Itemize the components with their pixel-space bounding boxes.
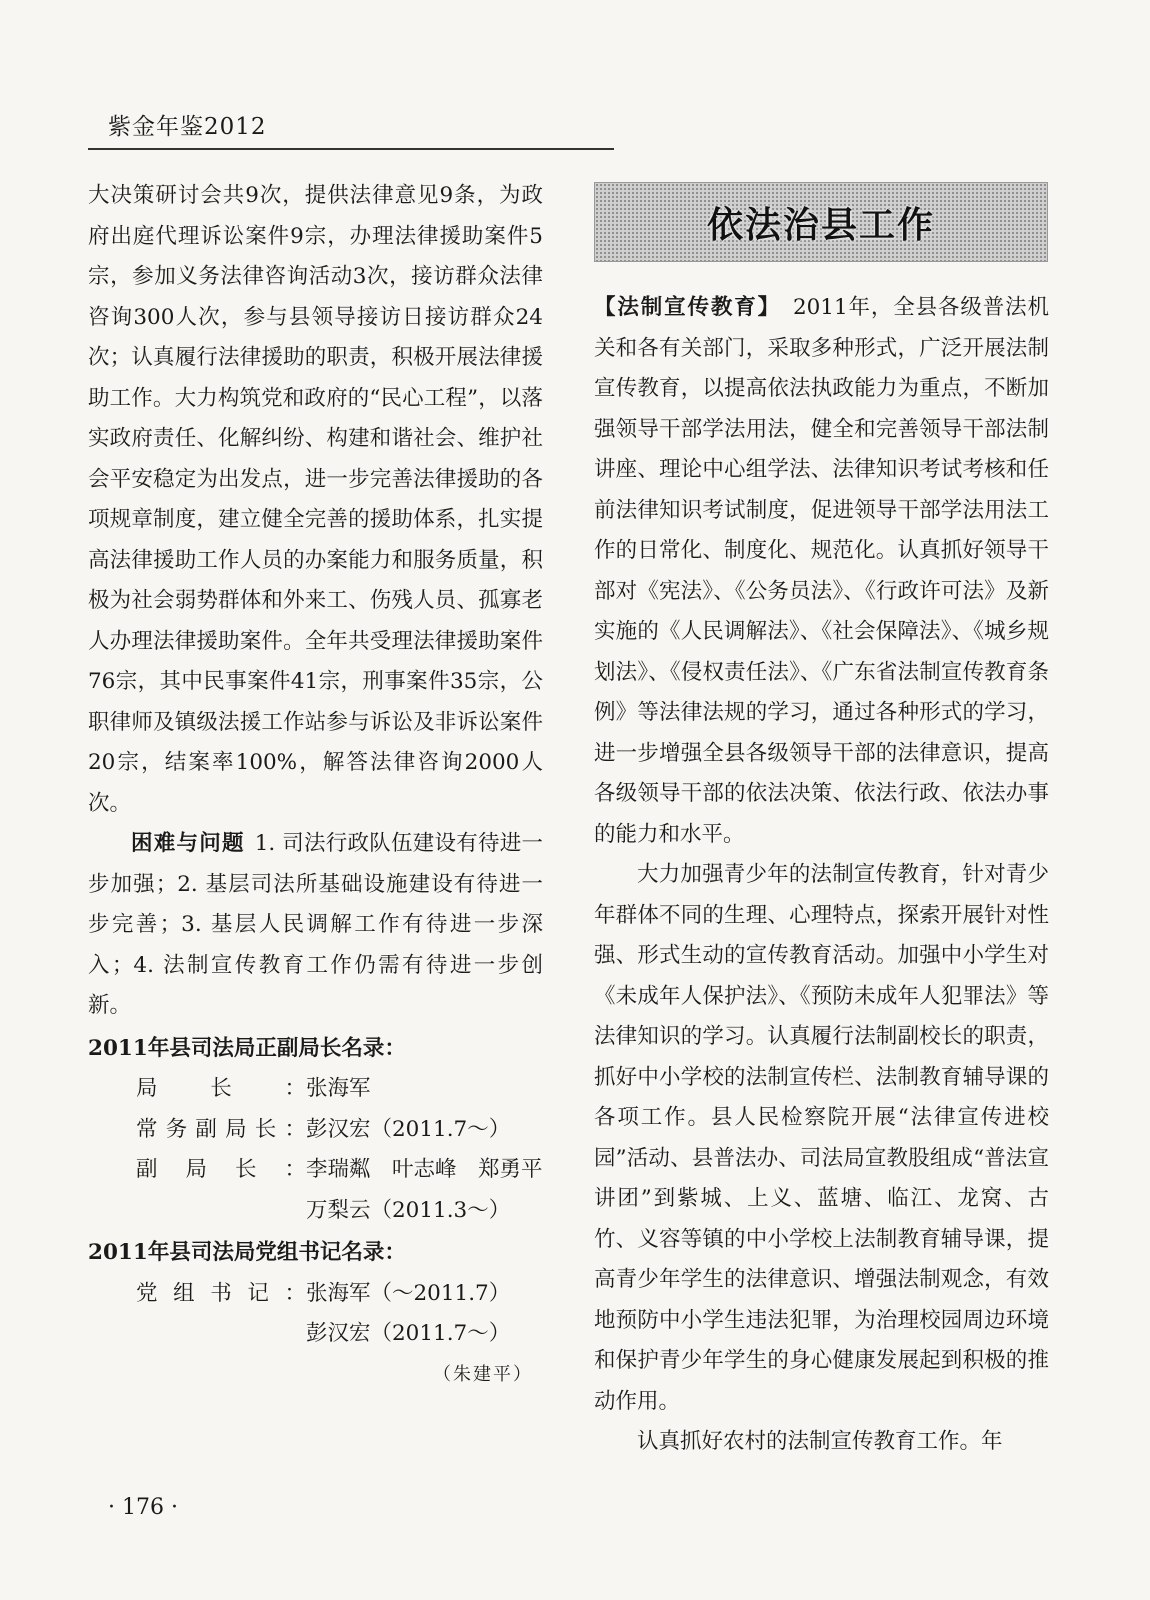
secretary-row: [88, 1314, 543, 1355]
author-signature: （朱建平）: [433, 1363, 533, 1385]
leader-role: 常务副局长：: [136, 1116, 306, 1142]
leaders-list-title: 2011年县司法局正副局长名录：: [88, 1035, 406, 1061]
secretary-names: 彭汉宏（2011.7～）: [306, 1321, 511, 1346]
legal-education-text: 2011年，全县各级普法机关和各有关部门，采取多种形式，广泛开展法制宣传教育，以提高依法执政能力为重点，不断加强领导干部学法用法，健全和完善领导干部法制讲座、理论中心组学法、法律知识考试考核和任前法律知识考试制度，促进领导干部学法用法工作的日常化、制度化、规范化。认真抓好领导干部对《宪法》、《公务员法》、《行政许可法》及新实施的《人民调解法》、《社会保障法》、《城乡规划法》、《侵权责任法》、《广东省法制宣传教育条例》等法律法规的学习，通过各种形式的学习，进一步增强全县各级领导干部的法律意识，提高各级领导干部的依法决策、依法行政、依法办事的能力和水平。: [594, 295, 1049, 847]
leader-names: 万梨云（2011.3～）: [306, 1197, 511, 1223]
leader-row: [88, 1069, 543, 1110]
leader-row: [88, 1110, 543, 1151]
legal-education-paragraph: [594, 288, 1049, 855]
subsection-heading: 【法制宣传教育】: [594, 295, 781, 320]
section-title: 依法治县工作: [706, 204, 935, 246]
problems-paragraph: [88, 824, 543, 1027]
youth-education-paragraph: 大力加强青少年的法制宣传教育，针对青少年群体不同的生理、心理特点，探索开展针对性强、形式生动的宣传教育活动。加强中小学生对《未成年人保护法》、《预防未成年人犯罪法》等法律知识的学习。认真履行法制副校长的职责，抓好中小学校的法制宣传栏、法制教育辅导课的各项工作。县人民检察院开展“法律宣传进校园”活动、县普法办、司法局宣教股组成“普法宣讲团”到紫城、上义、蓝塘、临江、龙窝、古竹、义容等镇的中小学校上法制教育辅导课，提高青少年学生的法律意识、增强法制观念，有效地预防中小学生违法犯罪，为治理校园周边环境和保护青少年学生的身心健康发展起到积极的推动作用。: [594, 862, 1049, 1414]
header-rule: [88, 148, 614, 150]
secretary-names: 张海军（～2011.7）: [306, 1280, 511, 1306]
rural-education-paragraph: 认真抓好农村的法制宣传教育工作。年: [637, 1429, 1003, 1454]
leader-names: 李瑞粼 叶志峰 郑勇平: [306, 1157, 543, 1182]
page-number: · 176 ·: [108, 1495, 178, 1520]
right-column: [594, 288, 1049, 1463]
secretary-row: [88, 1274, 543, 1315]
secretary-role: 党组书记：: [136, 1280, 306, 1306]
problems-text: 1. 司法行政队伍建设有待进一步加强；2. 基层司法所基础设施建设有待进一步完善；3. 基层人民调解工作有待进一步深入；4. 法制宣传教育工作仍需有待进一步创新。: [88, 831, 543, 1018]
leader-role: 副局长：: [136, 1157, 306, 1182]
running-header: 紫金年鉴2012: [108, 114, 267, 140]
left-column: [88, 176, 543, 1395]
section-title-banner: [594, 182, 1048, 262]
leader-row: [88, 1150, 543, 1191]
secretary-list-title: 2011年县司法局党组书记名录：: [88, 1240, 406, 1265]
problems-heading: 困难与问题: [131, 831, 245, 856]
leader-names: 张海军: [306, 1076, 371, 1101]
legal-aid-paragraph: 大决策研讨会共9次，提供法律意见9条，为政府出庭代理诉讼案件9宗，办理法律援助案件5宗，参加义务法律咨询活动3次，接访群众法律咨询300人次，参与县领导接访日接访群众24次；认真履行法律援助的职责，积极开展法律援助工作。大力构筑党和政府的“民心工程”，以落实政府责任、化解纠纷、构建和谐社会、维护社会平安稳定为出发点，进一步完善法律援助的各项规章制度，建立健全完善的援助体系，扎实提高法律援助工作人员的办案能力和服务质量，积极为社会弱势群体和外来工、伤残人员、孤寡老人办理法律援助案件。全年共受理法律援助案件76宗，其中民事案件41宗，刑事案件35宗，公职律师及镇级法援工作站参与诉讼及非诉讼案件20宗，结案率100%，解答法律咨询2000人次。: [88, 183, 543, 816]
leader-role: 局长：: [136, 1076, 306, 1101]
leader-row: [88, 1191, 543, 1232]
leader-names: 彭汉宏（2011.7～）: [306, 1116, 511, 1142]
